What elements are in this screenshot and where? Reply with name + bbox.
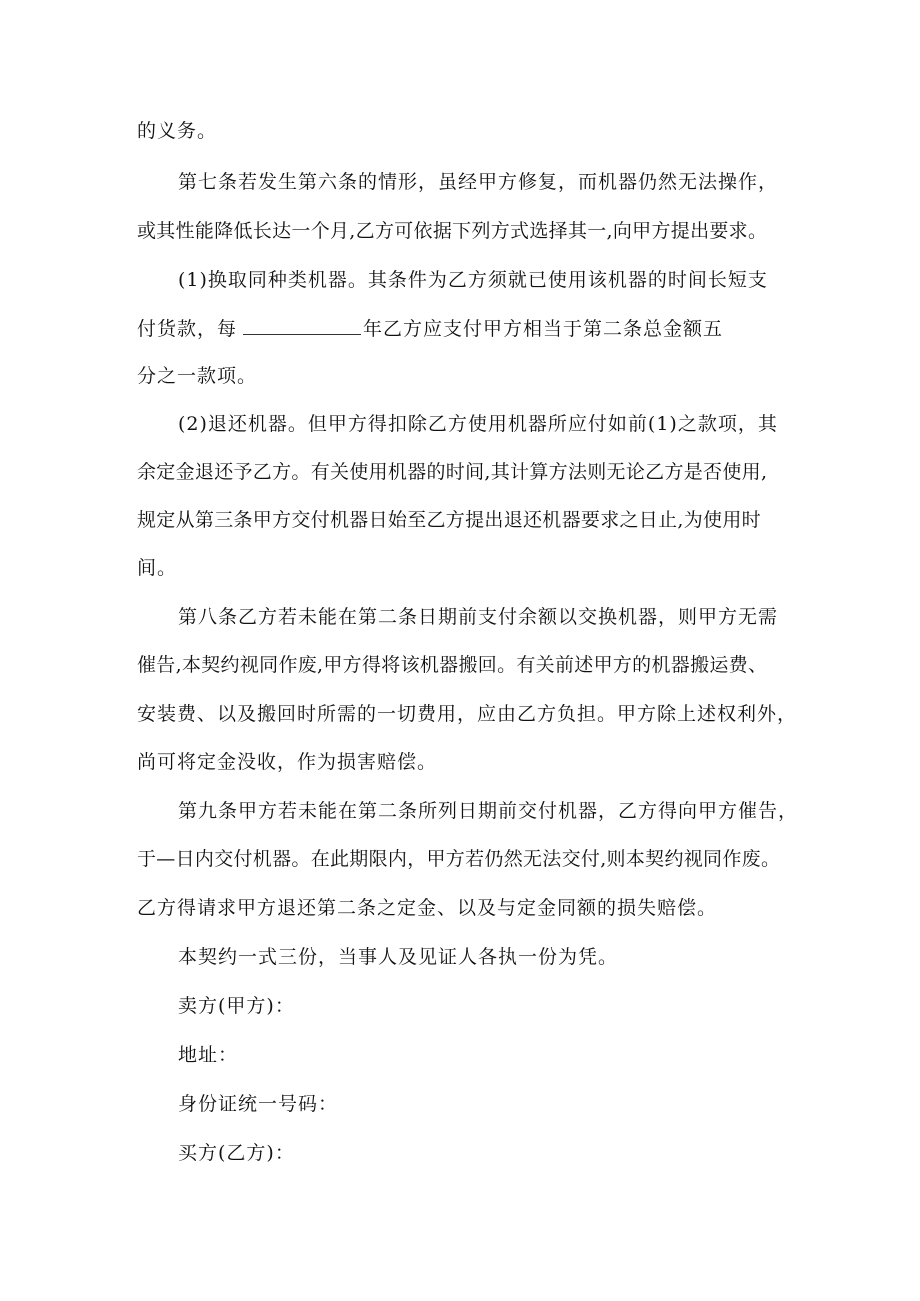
article-9-line: 乙方得请求甲方退还第二条之定金、以及与定金同额的损失赔偿。: [137, 897, 718, 919]
article-8-line: 催告,本契约视同作废,甲方得将该机器搬回。有关前述甲方的机器搬运费、: [137, 654, 768, 676]
item-1-text: 年乙方应支付甲方相当于第二条总金额五: [363, 318, 724, 340]
item-1-line: 分之一款项。: [137, 365, 258, 387]
article-8-line: 尚可将定金没收，作为损害赔偿。: [137, 751, 438, 773]
item-1-line: (1)换取同种类机器。其条件为乙方须就已使用该机器的时间长短支: [178, 269, 768, 291]
article-7-line: 或其性能降低长达一个月,乙方可依据下列方式选择其一,向甲方提出要求。: [137, 220, 768, 242]
article-8-line: 安装费、以及搬回时所需的一切费用，应由乙方负担。甲方除上述权利外，: [137, 703, 798, 725]
seller-label: 卖方(甲方)：: [178, 995, 295, 1017]
article-9-line: 第九条甲方若未能在第二条所列日期前交付机器，乙方得向甲方催告，: [178, 800, 799, 822]
fill-in-blank: [243, 318, 361, 335]
id-number-label: 身份证统一号码：: [178, 1093, 339, 1115]
buyer-label: 买方(乙方)：: [178, 1142, 295, 1164]
item-1-text: 付货款，每: [137, 318, 238, 340]
item-2-line: (2)退还机器。但甲方得扣除乙方使用机器所应付如前(1)之款项，其: [178, 413, 778, 435]
item-2-line: 间。: [137, 557, 178, 579]
text-line: 的义务。: [137, 120, 218, 142]
item-1-line: [137, 317, 723, 341]
address-label: 地址：: [178, 1044, 239, 1066]
item-2-line: 余定金退还予乙方。有关使用机器的时间,其计算方法则无论乙方是否使用,: [137, 461, 768, 483]
article-9-line: 于—日内交付机器。在此期限内，甲方若仍然无法交付,则本契约视同作废。: [137, 848, 781, 870]
copies-clause: 本契约一式三份，当事人及见证人各执一份为凭。: [178, 946, 619, 968]
article-7-line: 第七条若发生第六条的情形，虽经甲方修复，而机器仍然无法操作，: [178, 171, 779, 193]
article-8-line: 第八条乙方若未能在第二条日期前支付余额以交换机器，则甲方无需: [178, 606, 779, 628]
item-2-line: 规定从第三条甲方交付机器日始至乙方提出退还机器要求之日止,为使用时: [137, 509, 761, 531]
